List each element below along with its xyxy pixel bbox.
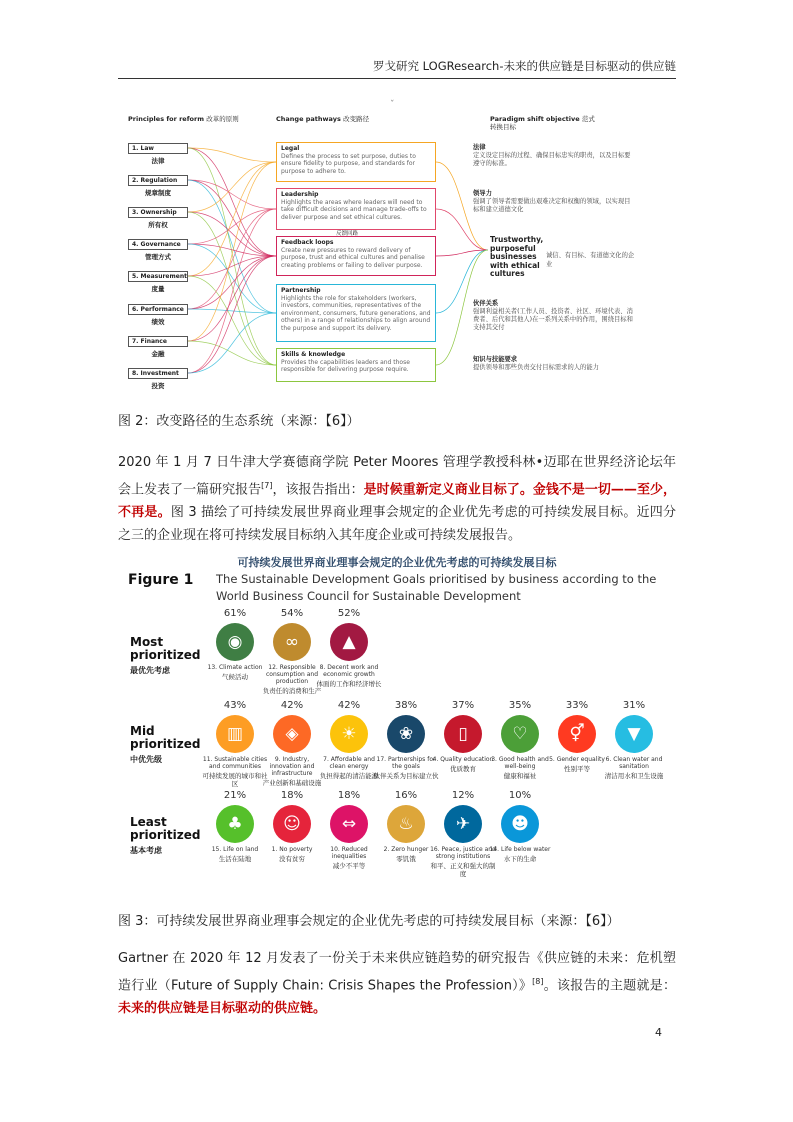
page-number: 4 — [655, 1026, 662, 1039]
figure-2-change-pathways — [118, 100, 636, 395]
sdg-icon: ∞ — [273, 623, 311, 661]
sdg-percentage: 10% — [508, 790, 532, 801]
sdg-label-cn: 产业创新和基础设施 — [262, 779, 322, 787]
sdg-percentage: 61% — [223, 608, 247, 619]
pathway-box — [276, 236, 436, 276]
paradigm-cn-title: 法律 — [473, 144, 486, 151]
scan-mark: ˇ — [390, 100, 395, 110]
principles-heading: Principles for reform 改革的原则 — [128, 115, 239, 123]
priority-label-en: Most prioritized — [130, 635, 201, 662]
sdg-icon: ⚥ — [558, 715, 596, 753]
sdg-percentage: 43% — [223, 700, 247, 711]
flow-line — [188, 212, 276, 256]
paradigm-cn-text: 定义设定目标的过程、确保目标忠实的职责，以及目标要遵守的标准。 — [473, 152, 631, 167]
principle-box: 2. Regulation — [128, 175, 188, 186]
flow-line — [188, 256, 276, 341]
pathway-box — [276, 142, 436, 182]
priority-label-cn: 最优先考虑 — [130, 666, 170, 675]
sdg-label-cn: 气候活动 — [222, 673, 248, 681]
sdg-label-cn: 优质教育 — [450, 765, 476, 773]
sdg-label: 1. No poverty — [271, 846, 313, 853]
paradigm-cn-note — [473, 356, 633, 372]
sdg-label: 14. Life below water — [489, 846, 551, 853]
figure-3-caption: 图 3：可持续发展世界商业理事会规定的企业优先考虑的可持续发展目标（来源：【6】） — [118, 914, 620, 929]
paradigm-cn-text: 提供领导和那些负责交付目标需求的人的能力 — [473, 364, 599, 371]
sdg-percentage: 38% — [394, 700, 418, 711]
sdg-label: 11. Sustainable cities and communities — [202, 756, 268, 770]
sdg-percentage: 16% — [394, 790, 418, 801]
sdg-label: 12. Responsible consumption and production — [265, 664, 319, 685]
pathway-title: Skills & knowledge — [281, 351, 346, 358]
principle-box: 5. Measurement — [128, 271, 188, 282]
paradigm-cn-title: 伙伴关系 — [473, 300, 499, 307]
pathway-text: Create new pressures to reward delivery of purpose, trust and ethical cultures and penalise creating problems or failing to deliver purpose. — [281, 246, 425, 269]
principle-cn: 金融 — [151, 350, 165, 358]
sdg-icon: ☺ — [273, 805, 311, 843]
sdg-percentage: 35% — [508, 700, 532, 711]
principle-cn: 绩效 — [151, 318, 165, 326]
sdg-label-cn: 没有贫穷 — [279, 855, 305, 863]
sdg-label-cn: 体面的工作和经济增长 — [316, 680, 382, 688]
sdg-label: 15. Life on land — [211, 846, 259, 853]
pathway-title: Legal — [281, 145, 300, 152]
sdg-percentage: 42% — [280, 700, 304, 711]
paradigm-cn-title: 领导力 — [473, 190, 492, 197]
sdg-label: 9. Industry, innovation and infrastructure — [269, 756, 315, 777]
sdg-label-cn: 水下的生命 — [503, 855, 537, 863]
sdg-label: 16. Peace, justice and strong institutions — [430, 846, 496, 860]
paragraph-2: Gartner 在 2020 年 12 月发表了一份关于未来供应链趋势的研究报告《供应链的未来：危机塑造行业（Future of Supply Chain: Crisis Shapes the Profession）》[8]。该报告的主题就是：未来的供应链是目标驱动的供应链。 — [118, 951, 676, 1017]
sdg-icon: ♡ — [501, 715, 539, 753]
flow-line — [188, 162, 276, 212]
sdg-label-cn: 性别平等 — [564, 765, 590, 773]
flow-line — [188, 256, 276, 309]
flow-line — [188, 309, 276, 313]
sdg-label-cn: 零饥饿 — [396, 855, 416, 863]
sdg-label: 5. Gender equality — [549, 756, 605, 763]
flow-line — [188, 276, 276, 365]
sdg-label-cn: 清洁用水和卫生设施 — [604, 772, 664, 780]
flow-line — [436, 250, 488, 256]
sdg-icon: ✈ — [444, 805, 482, 843]
pathway-box — [276, 188, 436, 230]
sdg-label: 17. Partnerships for the goals — [376, 756, 436, 770]
sdg-label: 6. Clean water and sanitation — [605, 756, 663, 770]
sdg-icon: ♨ — [387, 805, 425, 843]
sdg-label: 13. Climate action — [207, 664, 263, 671]
sdg-percentage: 21% — [223, 790, 247, 801]
sdg-icon: ▯ — [444, 715, 482, 753]
principle-box: 6. Performance — [128, 304, 188, 315]
sdg-label: 10. Reduced inequalities — [330, 846, 368, 860]
principle-box: 8. Investment — [128, 368, 188, 379]
paradigm-cn-note — [473, 300, 633, 332]
priority-label-en: Least prioritized — [130, 815, 201, 842]
sdg-percentage: 31% — [622, 700, 646, 711]
sdg-label-cn: 生活在陆地 — [218, 855, 252, 863]
paradigm-cn-text: 强调利益相关者(工作人员、投资者、社区、环境代表、消费者、后代和其他人)在一系列关系中的作用，围绕目标和支持其交付 — [473, 308, 633, 331]
priority-label-en: Mid prioritized — [130, 724, 201, 751]
principle-cn: 规章制度 — [145, 189, 171, 197]
figure-3-label: Figure 1 — [128, 572, 194, 588]
sdg-label-cn: 和平、正义和强大的制度 — [430, 862, 496, 878]
priority-row-label — [130, 816, 200, 857]
pathway-title: Feedback loops — [281, 239, 334, 246]
change-pathways-heading: Change pathways 改变路径 — [276, 115, 370, 123]
principle-cn: 度量 — [151, 285, 165, 293]
paragraph-1: 2020 年 1 月 7 日牛津大学赛德商学院 Peter Moores 管理学教授科林•迈耶在世界经济论坛年会上发表了一篇研究报告[7]，该报告指出：是时候重新定义商业目标了。金钱不是一切——至少，不再是。图 3 描绘了可持续发展世界商业理事会规定的企业优先考虑的可持续发展目标。近四分之三的企业现在将可持续发展目标纳入其年度企业或可持续发展报告。 — [118, 455, 676, 544]
feedback-cn-title: 反馈回路 — [336, 231, 359, 237]
sdg-percentage: 54% — [280, 608, 304, 619]
sdg-label-cn: 健康和福祉 — [503, 772, 537, 780]
sdg-label: 4. Quality education — [432, 756, 494, 763]
sdg-icon: ❀ — [387, 715, 425, 753]
paradigm-heading: Paradigm shift objective 范式转换目标 — [490, 115, 595, 131]
figure-2-caption: 图 2：改变路径的生态系统（来源：【6】） — [118, 414, 360, 429]
pathway-text: Highlights the areas where leaders will need to take difficult decisions and manage trade-offs to deliver purpose and set ethical cultures. — [281, 198, 427, 221]
header-divider — [118, 78, 676, 79]
principle-box: 3. Ownership — [128, 207, 188, 218]
pathway-text: Defines the process to set purpose, duties to ensure fidelity to purpose, and standards for purpose to adhere to. — [281, 152, 416, 175]
sdg-label-cn: 减少不平等 — [332, 862, 366, 870]
objective-en: Trustworthy, purposeful businesses with ethical cultures — [490, 235, 544, 279]
sdg-icon: ▥ — [216, 715, 254, 753]
priority-row-label — [130, 636, 200, 677]
sdg-label-cn: 可持续发展的城市和社区 — [202, 772, 268, 788]
sdg-label-cn: 负责任的消费和生产 — [262, 687, 322, 695]
sdg-goal — [601, 700, 667, 780]
sdg-percentage: 18% — [280, 790, 304, 801]
sdg-label: 2. Zero hunger — [383, 846, 429, 853]
principle-box: 7. Finance — [128, 336, 188, 347]
sdg-icon: ☻ — [501, 805, 539, 843]
sdg-icon: ♣ — [216, 805, 254, 843]
sdg-label: 7. Affordable and clean energy — [323, 756, 375, 770]
paradigm-cn-title: 知识与技能要求 — [473, 356, 518, 363]
sdg-percentage: 52% — [337, 608, 361, 619]
pathway-title: Leadership — [281, 191, 319, 198]
running-header: 罗戈研究 LOGResearch-未来的供应链是目标驱动的供应链 — [372, 59, 676, 73]
figure-3-banner: 可持续发展世界商业理事会规定的企业优先考虑的可持续发展目标 — [237, 556, 557, 569]
flow-line — [436, 209, 488, 250]
principle-cn: 管理方式 — [145, 253, 171, 261]
sdg-icon: ◉ — [216, 623, 254, 661]
figure-3-title: The Sustainable Development Goals prioritised by business according to the World Business Council for Sustainable Development — [216, 572, 657, 603]
principle-cn: 所有权 — [148, 221, 168, 229]
objective-cn: 诚信、有目标、有道德文化的企业 — [546, 252, 635, 268]
sdg-percentage: 12% — [451, 790, 475, 801]
pathway-title: Partnership — [281, 287, 321, 294]
sdg-icon: ▼ — [615, 715, 653, 753]
pathway-text: Highlights the role for stakeholders (workers, investors, communities, representatives of the environment, consumers, future generations, and others) in a range of relationships to align around the purpose and support its delivery. — [281, 294, 431, 332]
principle-cn: 法律 — [151, 157, 165, 165]
flow-line — [188, 256, 276, 373]
sdg-icon: ◈ — [273, 715, 311, 753]
sdg-label-cn: 负担得起的清洁能源 — [319, 772, 379, 780]
sdg-goal — [316, 608, 382, 688]
principle-box: 1. Law — [128, 143, 188, 154]
sdg-percentage: 18% — [337, 790, 361, 801]
sdg-percentage: 37% — [451, 700, 475, 711]
sdg-label: 3. Good health and well-being — [491, 756, 549, 770]
sdg-icon: ☀ — [330, 715, 368, 753]
paradigm-cn-note — [473, 144, 633, 168]
sdg-icon: ⇔ — [330, 805, 368, 843]
pathway-box — [276, 348, 436, 382]
sdg-percentage: 42% — [337, 700, 361, 711]
sdg-icon: ▲ — [330, 623, 368, 661]
flow-line — [188, 209, 276, 244]
priority-label-cn: 中优先级 — [130, 755, 162, 764]
sdg-percentage: 33% — [565, 700, 589, 711]
pathway-box — [276, 284, 436, 342]
paradigm-cn-text: 强调了领导者需要做出艰难决定和权衡的领域，以实现目标和建立道德文化 — [473, 198, 631, 213]
figure-3-sdg-priorities — [118, 548, 676, 900]
sdg-label-cn: 伙伴关系为目标建立伙 — [373, 772, 439, 780]
pathway-text: Provides the capabilities leaders and those responsible for delivering purpose require. — [281, 358, 410, 373]
priority-label-cn: 基本考虑 — [130, 846, 162, 855]
sdg-goal — [487, 790, 553, 863]
sdg-label: 8. Decent work and economic growth — [319, 664, 379, 678]
paradigm-cn-note — [473, 190, 633, 214]
principle-cn: 投资 — [151, 382, 165, 390]
priority-row-label — [130, 725, 200, 766]
principle-box: 4. Governance — [128, 239, 188, 250]
